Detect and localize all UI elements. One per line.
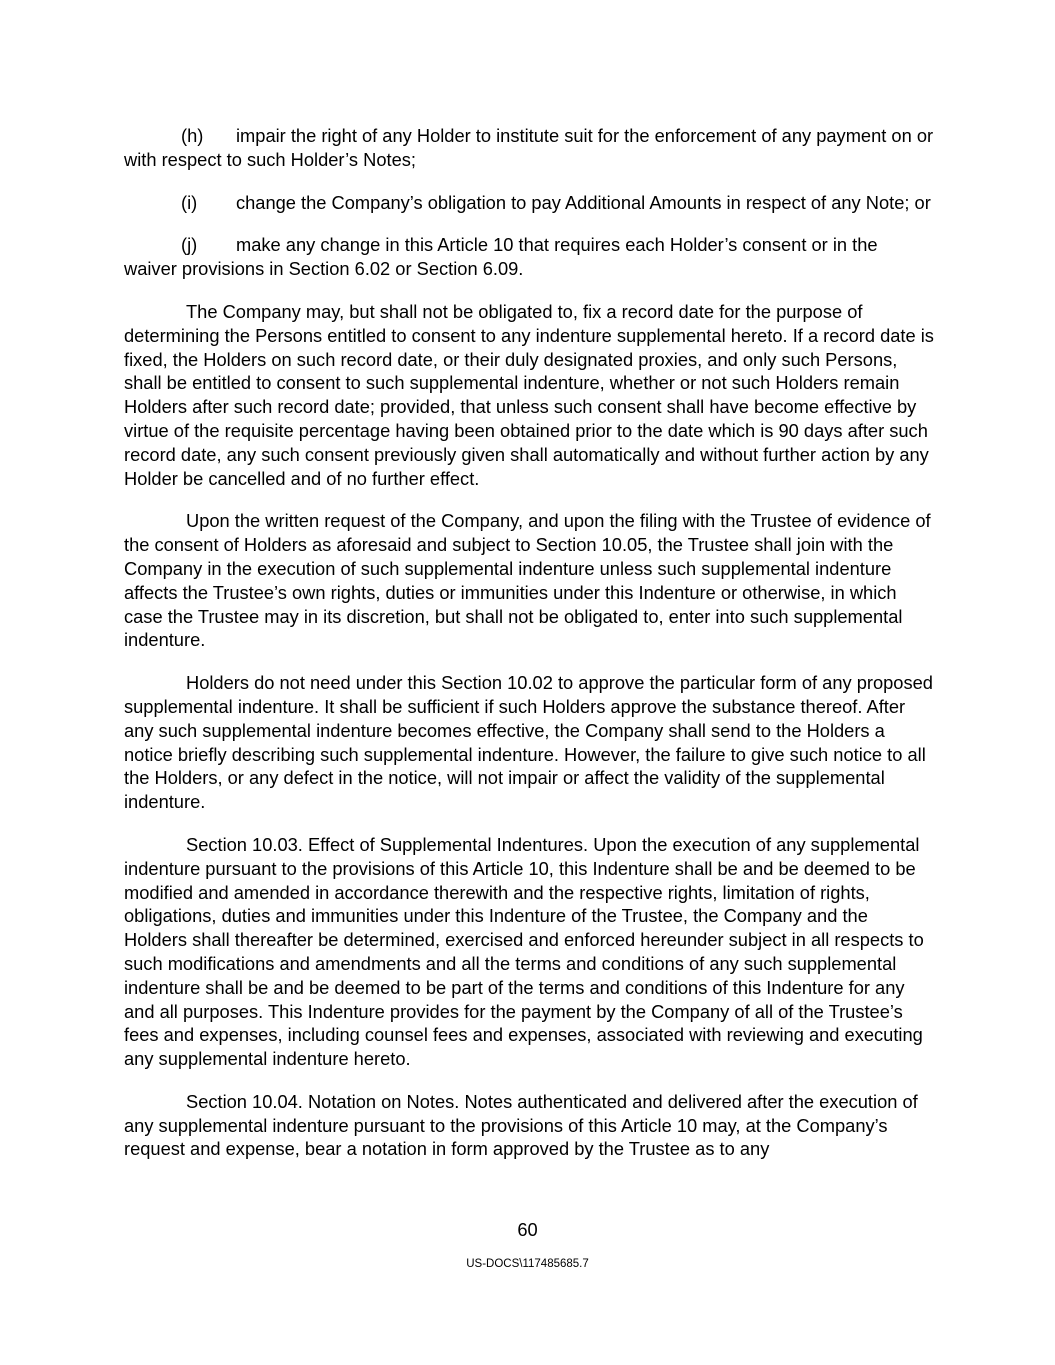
- record-date-paragraph: The Company may, but shall not be obligated to, fix a record date for the purpose of determining the Persons entitled to consent to any indenture supplemental hereto. If a record date is fixed, the Holders on such record date, or their duly designated proxies, and only such Persons, shall be entitled to consent to such supplemental indenture, whether or not such Holders remain Holders after such record date; provided, that unless such consent shall have become effective by virtue of the requisite percentage having been obtained prior to the date which is 90 days after such record date, any such consent previously given shall automatically and without further action by any Holder be cancelled and of no further effect.: [124, 300, 934, 489]
- clause-label: (i): [181, 191, 198, 213]
- clause-i: [124, 191, 934, 215]
- clause-label: (h): [181, 125, 204, 146]
- section-10-04-paragraph: Section 10.04. Notation on Notes. Notes authenticated and delivered after the execution of any supplemental indenture pursuant to the provisions of this Article 10 may, at the Company’s request and expense, bear a notation in form approved by the Trustee as to any: [124, 1090, 918, 1160]
- clause-j: [124, 233, 934, 281]
- section-10-03-paragraph: Section 10.03. Effect of Supplemental Indentures. Upon the execution of any supplemental indenture pursuant to the provisions of this Article 10, this Indenture shall be and be deemed to be modified and amended in accordance therewith and the respective rights, limitation of rights, obligations, duties and immunities under this Indenture of the Trustee, the Company and the Holders shall thereafter be determined, exercised and enforced hereunder subject in all respects to such modifications and amendments and all the terms and conditions of any such supplemental indenture shall be and be deemed to be part of the terms and conditions of this Indenture for any and all purposes. This Indenture provides for the payment by the Company of all of the Trustee’s fees and expenses, including counsel fees and expenses, associated with reviewing and executing any supplemental indenture hereto.: [124, 833, 924, 1070]
- page-number: 60: [517, 1219, 538, 1240]
- clause-label: (j): [181, 234, 198, 256]
- clause-text: make any change in this Article 10 that requires each Holder’s consent or in the waiver provisions in Section 6.02 or Section 6.09.: [124, 234, 878, 280]
- clause-text: impair the right of any Holder to institute suit for the enforcement of any payment on or with respect to such Holder’s Notes;: [124, 125, 934, 170]
- trustee-execution-paragraph: Upon the written request of the Company, and upon the filing with the Trustee of evidence of the consent of Holders as aforesaid and subject to Section 10.05, the Trustee shall join with the Company in the execution of such supplemental indenture unless such supplemental indenture affects the Trustee’s own rights, duties or immunities under this Indenture or otherwise, in which case the Trustee may in its discretion, but shall not be obligated to, enter into such supplemental indenture.: [124, 510, 931, 651]
- clause-text: change the Company’s obligation to pay Additional Amounts in respect of any Note; or: [236, 191, 931, 213]
- holders-approval-paragraph: Holders do not need under this Section 10.02 to approve the particular form of any proposed supplemental indenture. It shall be sufficient if such Holders approve the substance thereof. After any such supplemental indenture becomes effective, the Company shall send to the Holders a notice briefly describing such supplemental indenture. However, the failure to give such notice to all the Holders, or any defect in the notice, will not impair or affect the validity of the supplemental indenture.: [124, 672, 933, 813]
- document-body: [124, 124, 934, 1180]
- clause-h: [124, 124, 934, 172]
- document-id: US-DOCS\117485685.7: [466, 1258, 589, 1270]
